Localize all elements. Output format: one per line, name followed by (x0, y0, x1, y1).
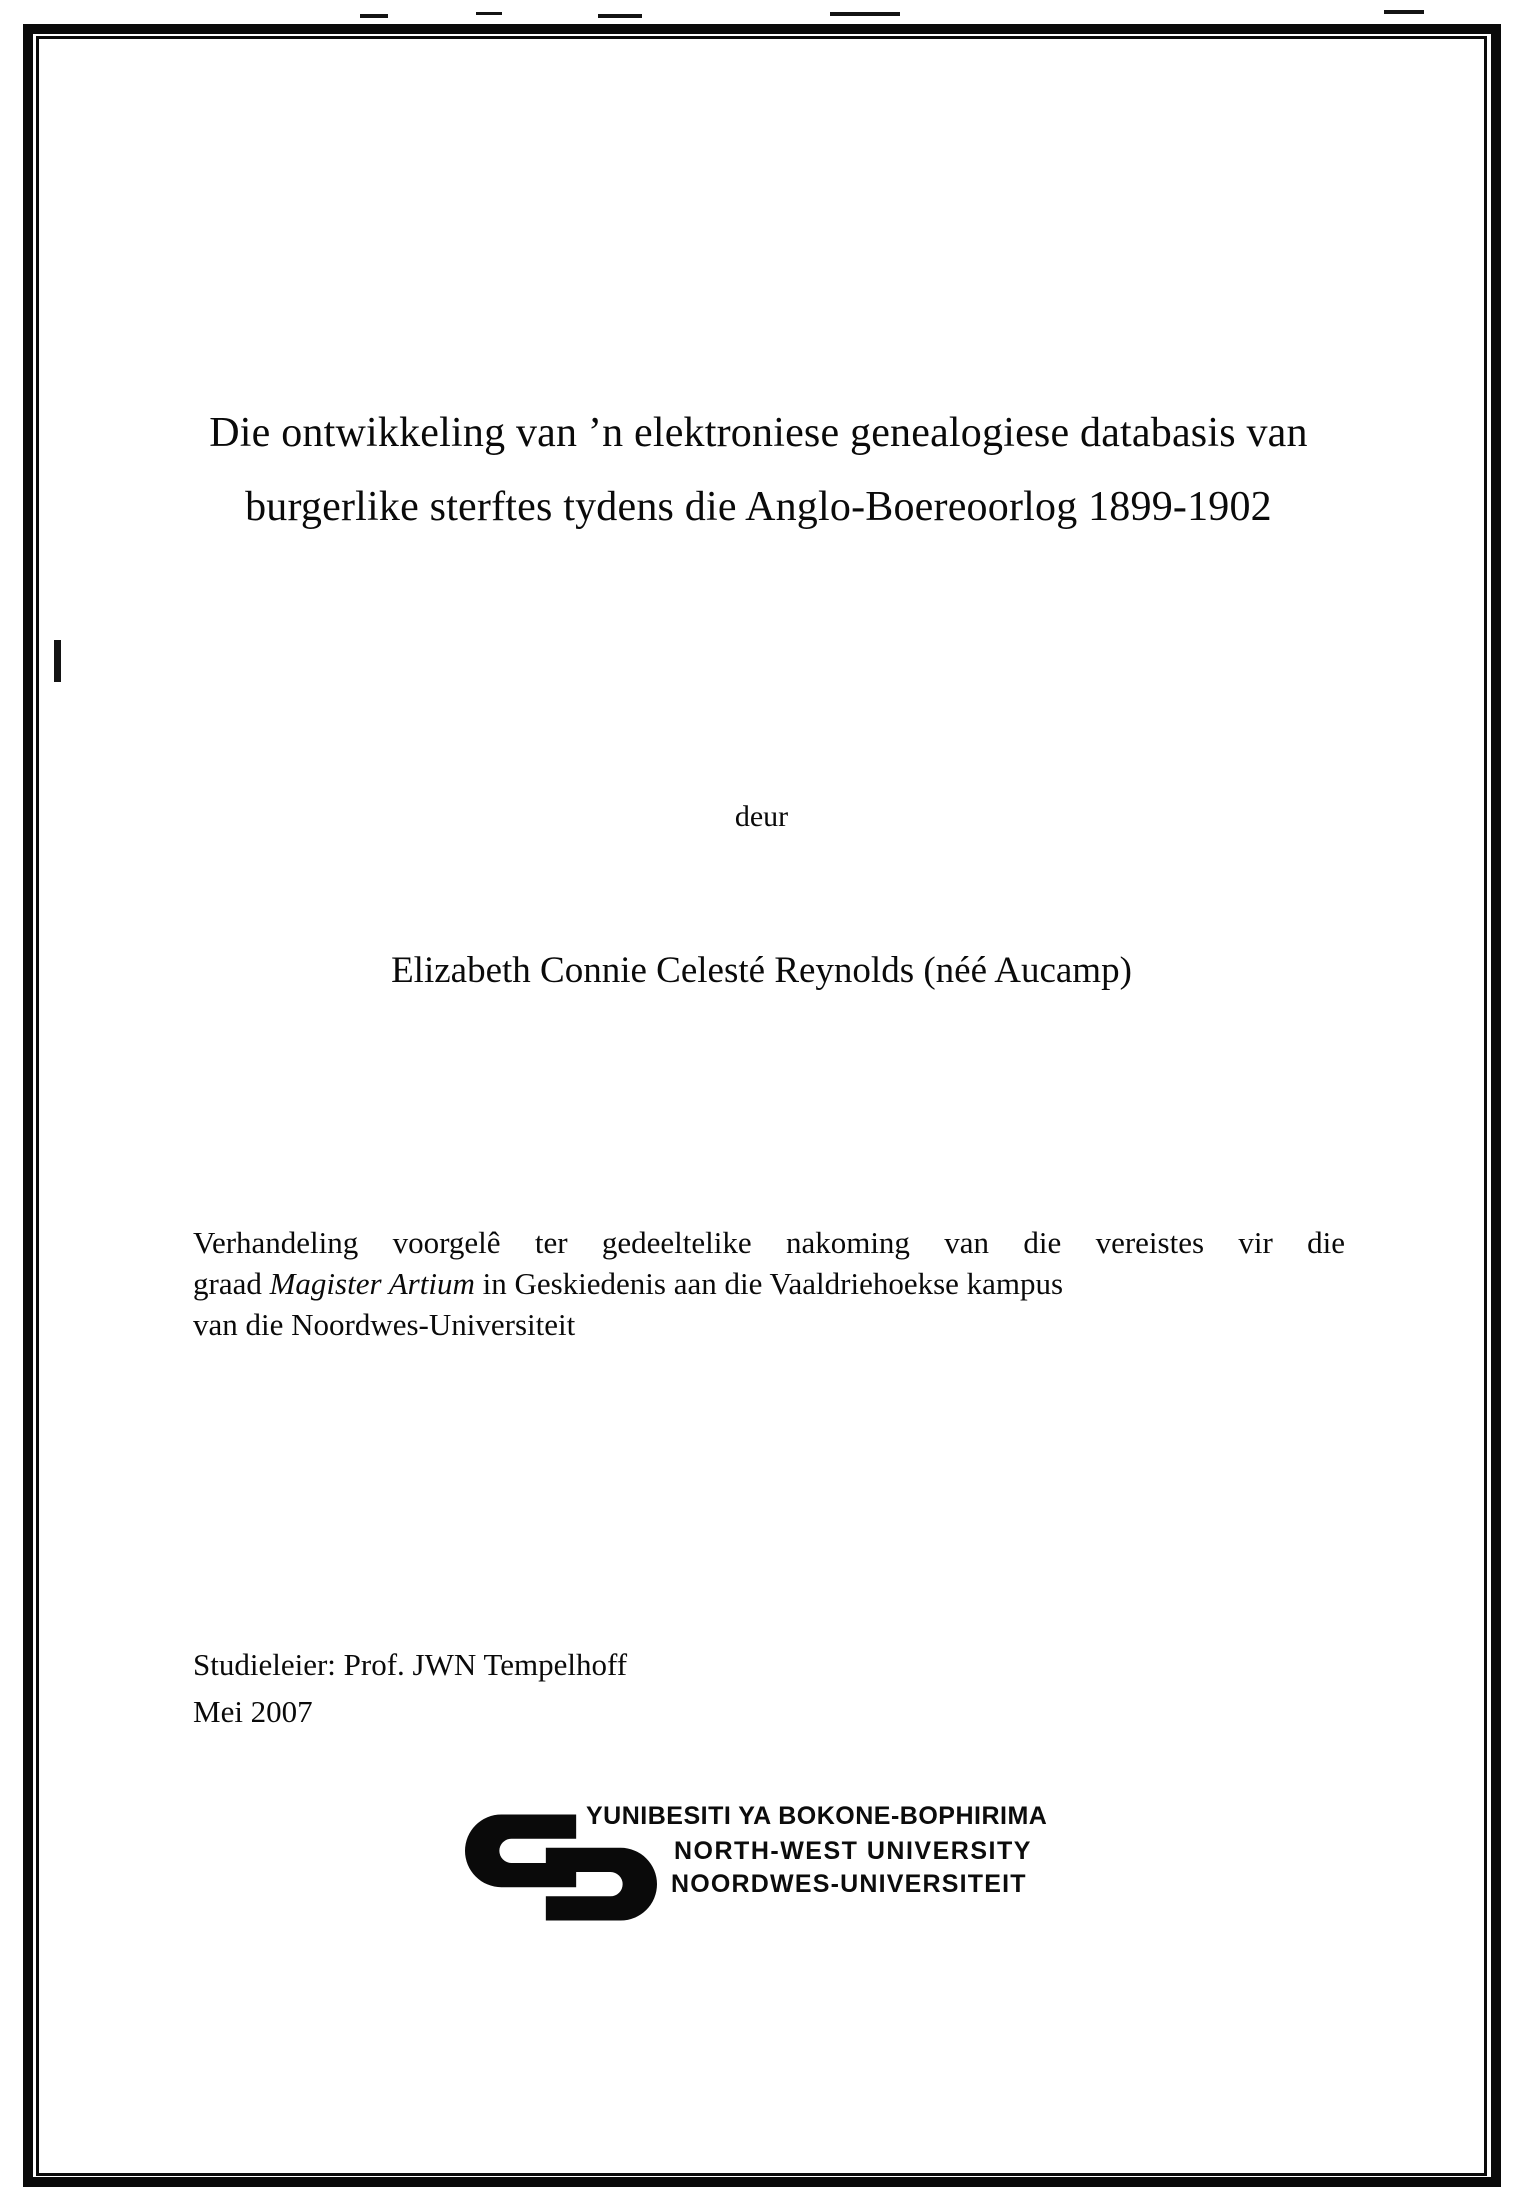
degree-statement-line-2 (193, 1263, 1345, 1304)
university-name-english: NORTH-WEST UNIVERSITY (674, 1837, 1032, 1865)
author-name: Elizabeth Connie Celesté Reynolds (néé Aucamp) (391, 950, 1132, 991)
thesis-title (120, 396, 1397, 544)
scan-artifact (54, 640, 61, 682)
university-name-afrikaans: NOORDWES-UNIVERSITEIT (671, 1870, 1027, 1898)
byline-label: deur (734, 800, 789, 833)
degree-statement-line-3: van die Noordwes-Universiteit (193, 1307, 576, 1342)
degree-name-italic: Magister Artium (269, 1266, 475, 1301)
degree-statement-line-1: Verhandeling voorgelê ter gedeeltelike nakoming van die vereistes vir die (193, 1225, 1345, 1260)
degree-statement-line-2-suffix: in Geskiedenis aan die Vaaldriehoekse kampus (474, 1266, 1064, 1301)
degree-statement (193, 1222, 1345, 1345)
scan-artifact (830, 12, 900, 16)
scan-artifact (360, 14, 388, 18)
university-name-setswana: YUNIBESITI YA BOKONE-BOPHIRIMA (586, 1802, 1048, 1830)
thesis-title-line-1: Die ontwikkeling van ’n elektroniese genealogiese databasis van (209, 410, 1308, 456)
degree-statement-line-2-prefix: graad (193, 1266, 270, 1301)
scan-artifact (476, 12, 502, 15)
supervisor-block (193, 1641, 627, 1735)
supervisor-line: Studieleier: Prof. JWN Tempelhoff (193, 1647, 628, 1682)
date-line: Mei 2007 (193, 1694, 313, 1729)
scan-artifact (598, 14, 642, 18)
thesis-title-line-2: burgerlike sterftes tydens die Anglo-Boereoorlog 1899-1902 (245, 484, 1272, 530)
scan-artifact (1384, 10, 1424, 14)
